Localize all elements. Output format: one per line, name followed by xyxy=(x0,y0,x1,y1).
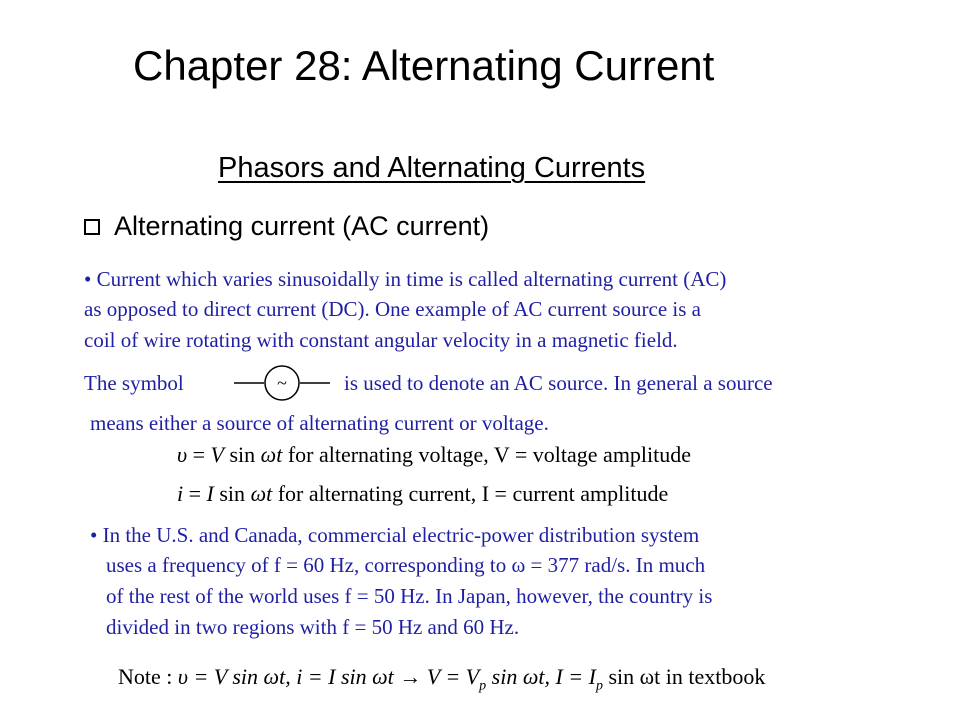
note-part2-end: sin ωt in textbook xyxy=(602,664,766,689)
note-sub-p2: p xyxy=(595,678,603,694)
eq2-equals: = xyxy=(183,481,207,506)
symbol-line-suffix: is used to denote an AC source. In general a source xyxy=(344,371,773,395)
ac-symbol-glyph: ~ xyxy=(277,373,287,393)
eq2-text: for alternating current, I = current amplitude xyxy=(272,481,669,506)
slide-subtitle: Phasors and Alternating Currents xyxy=(218,152,646,184)
checkbox-bullet-icon xyxy=(84,219,100,235)
para1-end: means either a source of alternating current or voltage. xyxy=(90,411,549,435)
note-part2-mid: sin ωt, I = I xyxy=(486,664,596,689)
para1-line1: • Current which varies sinusoidally in time is called alternating current (AC) xyxy=(84,267,727,291)
symbol-line-prefix: The symbol xyxy=(84,371,184,395)
note-sub-p1: p xyxy=(479,678,487,694)
eq1-func: sin xyxy=(223,442,261,467)
section-heading-text: Alternating current (AC current) xyxy=(114,211,490,241)
note-label: Note : xyxy=(118,664,178,689)
ac-source-symbol-icon xyxy=(234,365,330,401)
note-arrow: → xyxy=(393,664,427,689)
equation-current xyxy=(177,479,668,509)
para2-line4: divided in two regions with f = 50 Hz and 60 Hz. xyxy=(106,615,520,639)
para1-line3: coil of wire rotating with constant angular velocity in a magnetic field. xyxy=(84,328,678,352)
slide-title: Chapter 28: Alternating Current xyxy=(133,42,715,89)
eq1-text: for alternating voltage, V = voltage amplitude xyxy=(282,442,692,467)
eq1-amp: V xyxy=(210,442,224,467)
eq1-lhs: υ xyxy=(177,442,188,467)
eq1-arg: ωt xyxy=(260,442,283,467)
para2-line2: uses a frequency of f = 60 Hz, corresponding to ω = 377 rad/s. In much xyxy=(106,553,706,577)
equation-voltage xyxy=(177,440,691,470)
para2-line1: • In the U.S. and Canada, commercial electric-power distribution system xyxy=(90,523,700,547)
section-heading xyxy=(84,208,489,244)
eq2-lhs: i xyxy=(177,481,184,506)
para2-line3: of the rest of the world uses f = 50 Hz. In Japan, however, the country is xyxy=(106,584,713,608)
note-equation xyxy=(118,662,765,701)
eq2-amp: I xyxy=(206,481,214,506)
para1-line2: as opposed to direct current (DC). One example of AC current source is a xyxy=(84,297,701,321)
note-part1: υ = V sin ωt, i = I sin ωt xyxy=(177,664,394,689)
eq2-func: sin xyxy=(213,481,251,506)
note-part2-v: V = V xyxy=(426,664,480,689)
eq1-equals: = xyxy=(187,442,211,467)
eq2-arg: ωt xyxy=(250,481,273,506)
